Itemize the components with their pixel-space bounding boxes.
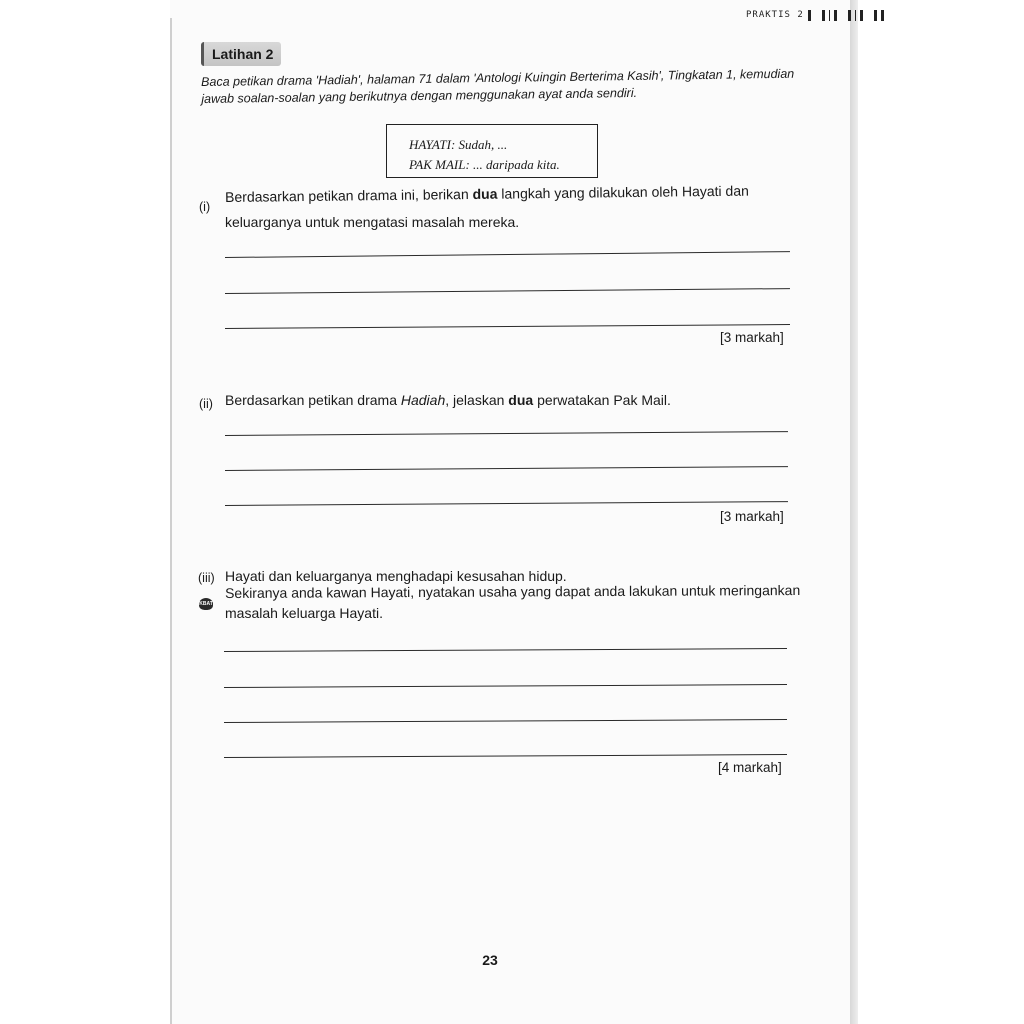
question-1-text-line2: keluarganya untuk mengatasi masalah mereka. [225, 214, 520, 230]
question-emphasis: dua [472, 185, 498, 202]
exercise-title: Latihan 2 [201, 42, 281, 66]
page-edge [850, 0, 858, 1024]
page-number: 23 [482, 952, 498, 968]
question-3-text-line2: Sekiranya anda kawan Hayati, nyatakan usaha yang dapat anda lakukan untuk meringankan [225, 581, 801, 601]
section-header [746, 6, 884, 24]
question-text: , jelaskan [445, 392, 509, 408]
question-text: perwatakan Pak Mail. [533, 392, 671, 408]
question-number: (iii) [198, 571, 215, 585]
question-text: Berdasarkan petikan drama ini, berikan [225, 185, 473, 205]
header-bar-icon [848, 10, 851, 21]
excerpt-line-2: PAK MAIL: ... daripada kita. [409, 157, 560, 172]
page-gutter [170, 18, 172, 1024]
question-text: langkah yang dilakukan oleh Hayati dan [497, 182, 749, 202]
question-2-text [225, 391, 671, 410]
exercise-instructions: Baca petikan drama 'Hadiah', halaman 71 dalam 'Antologi Kuingin Berterima Kasih', Tingkatan 1, kemudian jawab soalan-soalan yang berikutnya dengan menggunakan ayat anda sendiri. [201, 66, 795, 106]
marks-label: [3 markah] [720, 330, 784, 345]
header-bar-icon [881, 10, 884, 21]
drama-title: Hadiah [400, 392, 446, 408]
kbat-badge-icon: KBAT [199, 598, 213, 610]
header-bar-icon [874, 10, 877, 21]
header-bar-icon [829, 10, 830, 21]
drama-excerpt-box [386, 124, 598, 178]
excerpt-line-1: HAYATI: Sudah, ... [409, 137, 508, 152]
marks-label: [3 markah] [720, 509, 784, 524]
header-bar-icon [822, 10, 825, 21]
question-3-text-line1: Hayati dan keluarganya menghadapi kesusahan hidup. [225, 568, 567, 584]
question-3-text-line3: masalah keluarga Hayati. [225, 605, 383, 621]
header-bar-icon [808, 10, 811, 21]
marks-label: [4 markah] [718, 760, 782, 775]
header-bar-icon [860, 10, 863, 21]
question-emphasis: dua [508, 392, 534, 408]
header-bar-icon [834, 10, 837, 21]
question-text: Berdasarkan petikan drama [225, 392, 401, 408]
question-number: (i) [199, 200, 211, 214]
question-number: (ii) [199, 397, 213, 411]
header-bar-icon [855, 10, 856, 21]
section-label: PRAKTIS 2 [746, 10, 804, 20]
